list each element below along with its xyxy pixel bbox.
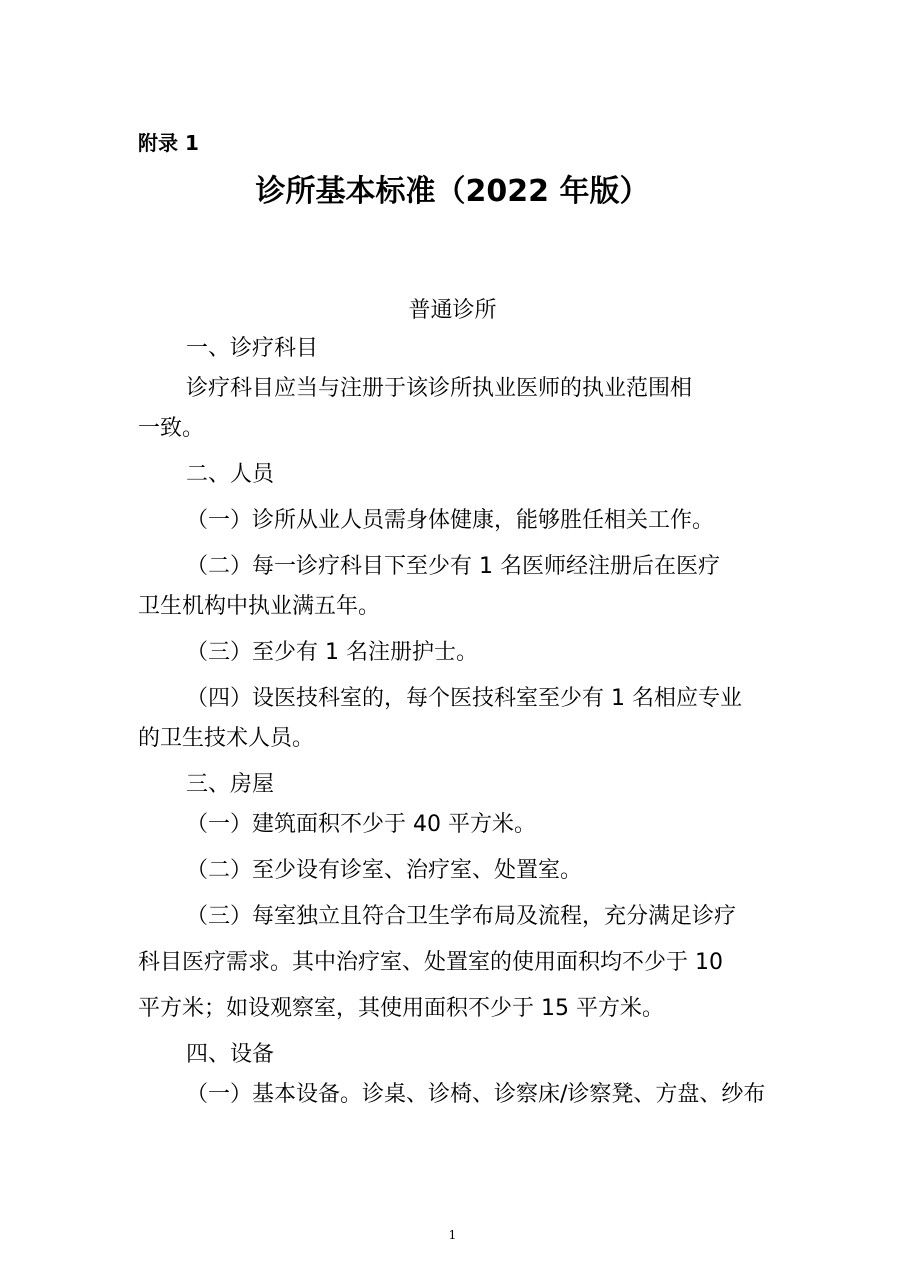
text-line: 的卫生技术人员。 — [138, 726, 315, 751]
text-line: 一、诊疗科目 — [186, 336, 319, 361]
page-number: 1 — [448, 1228, 457, 1242]
text-line: 科目医疗需求。其中治疗室、处置室的使用面积均不少于 10 — [138, 950, 723, 975]
text-line: （三）每室独立且符合卫生学布局及流程，充分满足诊疗 — [186, 904, 737, 929]
text-line: 三、房屋 — [186, 772, 275, 797]
section-subtitle: 普通诊所 — [408, 298, 497, 323]
document-body — [138, 332, 770, 1112]
text-line: 平方米；如设观察室，其使用面积不少于 15 平方米。 — [138, 996, 664, 1021]
text-line: 二、人员 — [186, 462, 275, 487]
text-line: （二）每一诊疗科目下至少有 1 名医师经注册后在医疗 — [186, 554, 720, 579]
text-line: （二）至少设有诊室、治疗室、处置室。 — [186, 858, 583, 883]
text-line: 诊疗科目应当与注册于该诊所执业医师的执业范围相 — [186, 376, 693, 401]
text-line: （四）设医技科室的，每个医技科室至少有 1 名相应专业 — [186, 686, 742, 711]
text-line: （一）建筑面积不少于 40 平方米。 — [186, 812, 536, 837]
text-line: 卫生机构中执业满五年。 — [138, 594, 381, 619]
text-line: （三）至少有 1 名注册护士。 — [186, 640, 478, 665]
text-line: （一）诊所从业人员需身体健康，能够胜任相关工作。 — [186, 508, 715, 533]
document-title: 诊所基本标准（2022 年版） — [255, 174, 650, 209]
text-line: 四、设备 — [186, 1042, 275, 1067]
text-line: （一）基本设备。诊桌、诊椅、诊察床/诊察凳、方盘、纱布 — [186, 1082, 766, 1107]
appendix-label: 附录 1 — [138, 131, 199, 155]
text-line: 一致。 — [138, 416, 205, 441]
